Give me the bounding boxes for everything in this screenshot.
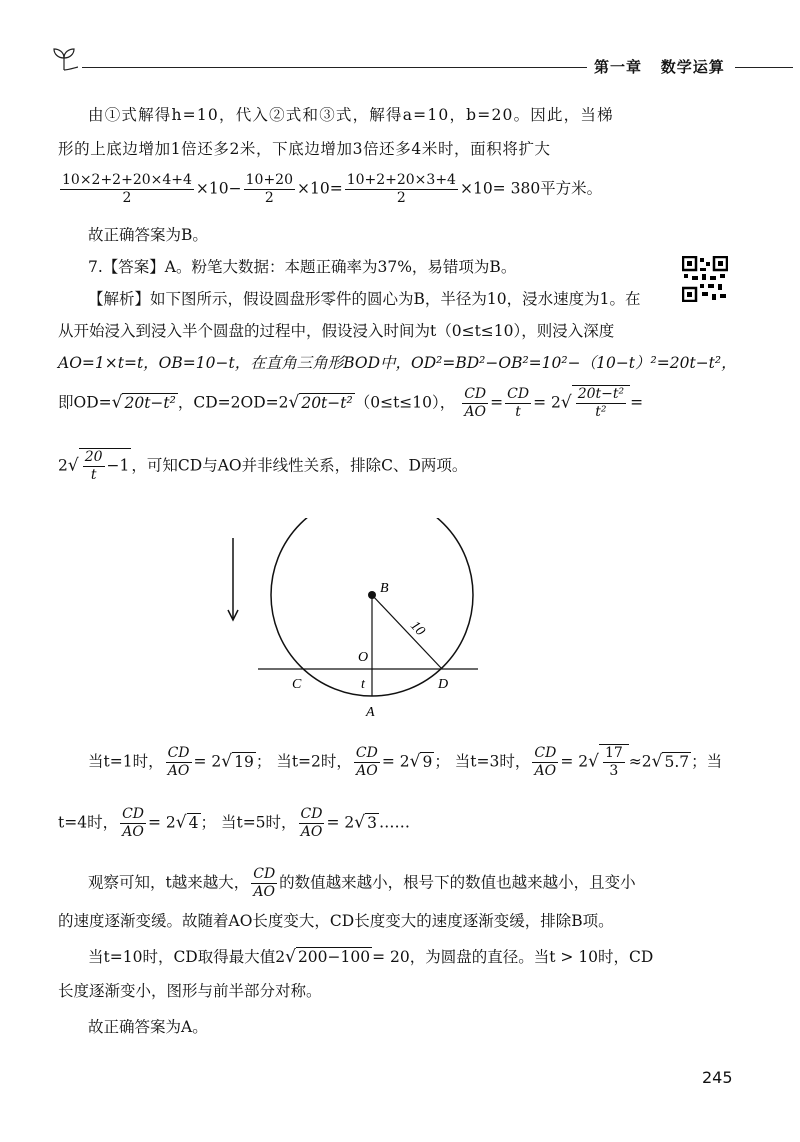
fraction: $\frac{CD}{t}$: [507, 386, 530, 420]
text-line: 从开始浸入到浸入半个圆盘的过程中，假设浸入时间为t（0≤t≤10），则浸入深度: [58, 322, 615, 340]
label-t: t: [361, 677, 365, 692]
label-a: A: [366, 705, 375, 720]
answer-line: 故正确答案为A。: [88, 1018, 208, 1036]
label-d: D: [438, 677, 449, 692]
center-point-b: [368, 591, 376, 599]
sprout-icon: [50, 46, 78, 72]
fraction: $\frac{CD}{AO}$: [464, 386, 487, 420]
fraction: $\frac{20}{t}$: [84, 449, 103, 483]
text-line: 长度逐渐变小，图形与前半部分对称。: [58, 982, 322, 1000]
radius-bd: [372, 595, 442, 669]
qr-code-icon: [682, 256, 728, 302]
page-number: 245: [702, 1068, 733, 1087]
header-rule: [82, 67, 587, 68]
label-radius: 10: [407, 618, 428, 639]
label-c: C: [292, 677, 302, 692]
label-b: B: [380, 581, 389, 596]
equation-line: 当t=1时， $\frac{CD}{AO}$ = 2√ 19 ； 当t=2时， $\frac{CD}{AO}$ = 2√ 9 ； 当t=3时， $\frac{CD}{AO}$ = 2√ $\frac{17}{3}$ ≈2√ 5.7 ；当: [88, 745, 723, 779]
fraction: $\frac{10\times 2+2+20\times 4+4}{2}$: [62, 172, 192, 206]
circle-diagram: [220, 518, 500, 723]
text-line: AO=1×t=t，OB=10−t，在直角三角形BOD中，OD²=BD²−OB²=10²−（10−t）²=20t−t²，: [58, 354, 737, 372]
answer-line: 7.【答案】A。粉笔大数据：本题正确率为37%，易错项为B。: [88, 258, 517, 276]
text-line: 当t=10时，CD取得最大值2√ 200−100 = 20，为圆盘的直径。当t > 10时，CD: [88, 947, 654, 967]
equation-line: 2√ $\frac{20}{t}$ −1 ，可知CD与AO并非线性关系，排除C、D两项。: [58, 449, 468, 483]
fraction: $\frac{10+2+20\times 3+4}{2}$: [346, 172, 456, 206]
fraction: $\frac{10+20}{2}$: [245, 172, 293, 206]
chapter-label: 第一章: [594, 58, 643, 76]
text-line: 【解析】如下图所示，假设圆盘形零件的圆心为B，半径为10，浸水速度为1。在: [88, 290, 641, 308]
text-line: 形的上底边增加1倍还多2米，下底边增加3倍还多4米时，面积将扩大: [58, 140, 551, 158]
text-line: 观察可知，t越来越大， $\frac{CD}{AO}$ 的数值越来越小，根号下的数值也越来越小，且变小: [88, 866, 636, 900]
chapter-title: 数学运算: [660, 58, 725, 76]
equation-line: $\frac{10\times 2+2+20\times 4+4}{2}$ ×10− $\frac{10+20}{2}$ ×10= $\frac{10+2+20\times 3+4}{2}$ ×10= 380平方米。: [62, 172, 603, 206]
answer-line: 故正确答案为B。: [88, 226, 208, 244]
text-line: 的速度逐渐变缓。故随着AO长度变大，CD长度变大的速度逐渐变缓，排除B项。: [58, 912, 614, 930]
chapter-header: [594, 56, 725, 77]
equation-line: 即OD=√ 20t−t² ，CD=2OD=2√ 20t−t² （0≤t≤10）， $\frac{CD}{AO}$ = $\frac{CD}{t}$ = 2√ $\frac{\text{20t−t²}}{\text{t²}}$ =: [58, 386, 644, 420]
equation-line: t=4时， $\frac{CD}{AO}$ = 2√ 4 ； 当t=5时， $\frac{CD}{AO}$ = 2√ 3 ……: [58, 806, 410, 840]
fraction: $\frac{\text{20t−t²}}{\text{t²}}$: [577, 386, 625, 420]
header-rule-right: [735, 67, 793, 68]
text-line: 由①式解得h=10，代入②式和③式，解得a=10，b=20。因此，当梯: [88, 106, 614, 124]
label-o: O: [358, 650, 369, 665]
